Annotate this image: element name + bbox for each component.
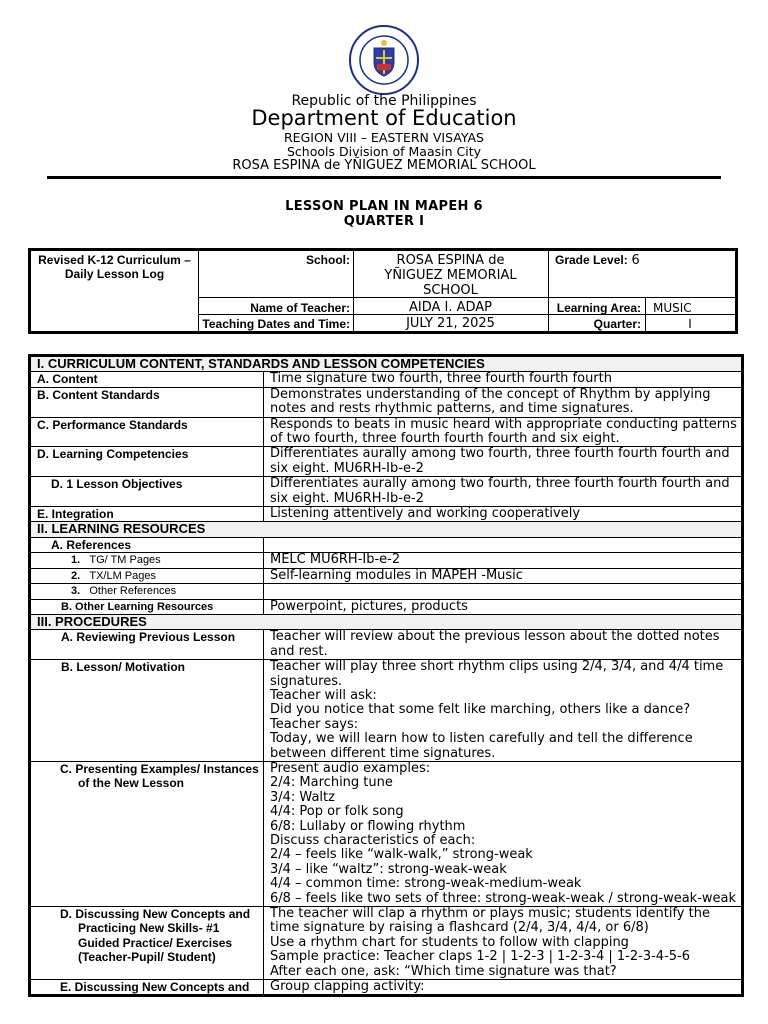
table-row <box>30 447 743 477</box>
daily-lesson-log-info <box>28 248 738 334</box>
other-learning-resources-label: B. Other Learning Resources <box>30 599 264 614</box>
tx-number: 2. <box>71 569 81 582</box>
table-row <box>30 599 743 614</box>
table-row <box>30 614 743 629</box>
references-value <box>264 537 743 552</box>
discussing-new-concepts-2-label: E. Discussing New Concepts and <box>30 980 264 996</box>
quarter-value: I <box>688 317 692 331</box>
table-row <box>30 417 743 447</box>
performance-standards-label: C. Performance Standards <box>30 417 264 447</box>
republic-text: Republic of the Philippines <box>291 93 477 109</box>
table-row <box>30 568 743 583</box>
other-references-label: Other References <box>89 585 177 598</box>
motivation-label: B. Lesson/ Motivation <box>30 660 264 762</box>
table-row <box>30 630 743 660</box>
table-row <box>30 584 743 599</box>
lesson-objectives-value: Differentiates aurally among two fourth, three fourth fourth fourth and six eight. MU6RH-Ib-e-2 <box>264 477 743 507</box>
school-label: School: <box>306 253 350 267</box>
table-row <box>30 537 743 552</box>
quarter-label: Quarter: <box>593 317 641 331</box>
teacher-label: Name of Teacher: <box>250 301 350 315</box>
section-procedures: III. PROCEDURES <box>30 614 743 629</box>
department-title: Department of Education <box>251 106 517 130</box>
table-row <box>30 907 743 980</box>
content-standards-label: B. Content Standards <box>30 387 264 417</box>
table-row <box>30 372 743 387</box>
lesson-objectives-label: D. 1 Lesson Objectives <box>30 477 264 507</box>
learning-area-value: MUSIC <box>653 301 692 315</box>
quarter-title: QUARTER I <box>343 214 425 229</box>
dates-value: JULY 21, 2025 <box>406 316 495 331</box>
table-row <box>30 356 743 372</box>
tg-pages-label: TG/ TM Pages <box>89 554 161 567</box>
table-row <box>30 660 743 762</box>
dates-label: Teaching Dates and Time: <box>202 317 350 331</box>
tx-pages-value: Self-learning modules in MAPEH -Music <box>264 568 743 583</box>
tg-number: 1. <box>71 554 81 567</box>
section-learning-resources: II. LEARNING RESOURCES <box>30 522 743 537</box>
other-references-value <box>264 584 743 599</box>
reviewing-previous-lesson-label: A. Reviewing Previous Lesson <box>30 630 264 660</box>
discussing-new-concepts-1-value: The teacher will clap a rhythm or plays music; students identify the time signature by raising a flashcard (2/4, 3/4, 4/4, or 6/8) Use a rhythm chart for students to follow with clapping Sample practice: Teacher claps 1-2 | 1-2-3 | 1-2-3-4 | 1-2-3-4-5-6 After each one, ask: “Which time signature was that? <box>264 907 743 980</box>
table-row <box>30 477 743 507</box>
tx-pages-label: TX/LM Pages <box>89 569 156 582</box>
integration-value: Listening attentively and working cooperatively <box>264 507 743 522</box>
deped-seal-logo <box>348 24 420 96</box>
table-row <box>30 553 743 568</box>
grade-level-value: 6 <box>631 253 640 268</box>
table-row <box>30 387 743 417</box>
discussing-new-concepts-2-value: Group clapping activity: <box>264 980 743 996</box>
learning-competencies-label: D. Learning Competencies <box>30 447 264 477</box>
presenting-examples-label: C. Presenting Examples/ Instances of the New Lesson <box>30 761 264 906</box>
table-row <box>30 522 743 537</box>
presenting-examples-value: Present audio examples: 2/4: Marching tune 3/4: Waltz 4/4: Pop or folk song 6/8: Lullaby or flowing rhythm Discuss characteristics of each: 2/4 – feels like “walk-walk,” strong-weak 3/4 – like “waltz”: strong-weak-weak 4/4 – common time: strong-weak-medium-weak 6/8 – feels like two sets of three: strong-weak-weak / strong-weak-weak <box>264 761 743 906</box>
division-text: Schools Division of Maasin City <box>287 144 481 159</box>
content-standards-value: Demonstrates understanding of the concept of Rhythm by applying notes and rests rhythmic patterns, and time signatures. <box>264 387 743 417</box>
content-value: Time signature two fourth, three fourth fourth fourth <box>264 372 743 387</box>
table-row <box>30 507 743 522</box>
teacher-value: AIDA I. ADAP <box>408 300 493 315</box>
header-divider <box>47 176 721 179</box>
school-name-header: ROSA ESPINA de YÑIGUEZ MEMORIAL SCHOOL <box>232 158 536 173</box>
reviewing-previous-lesson-value: Teacher will review about the previous lesson about the dotted notes and rest. <box>264 630 743 660</box>
tg-pages-value: MELC MU6RH-Ib-e-2 <box>264 553 743 568</box>
grade-level-label: Grade Level: <box>555 253 628 267</box>
motivation-value: Teacher will play three short rhythm clips using 2/4, 3/4, and 4/4 time signatures. Teacher will ask: Did you notice that some felt like marching, others like a dance? Teacher says: Today, we will learn how to listen carefully and tell the difference between different time signatures. <box>264 660 743 762</box>
table-row <box>30 980 743 996</box>
table-row <box>30 761 743 906</box>
discussing-new-concepts-1-label: D. Discussing New Concepts and Practicing New Skills- #1 Guided Practice/ Exercises (Teacher-Pupil/ Student) <box>30 907 264 980</box>
content-label: A. Content <box>30 372 264 387</box>
region-text: REGION VIII – EASTERN VISAYAS <box>284 130 484 145</box>
lesson-plan-table <box>28 354 744 997</box>
other-references-number: 3. <box>71 585 81 598</box>
lesson-plan-title: LESSON PLAN IN MAPEH 6 <box>285 199 483 214</box>
section-curriculum: I. CURRICULUM CONTENT, STANDARDS AND LESSON COMPETENCIES <box>30 356 743 372</box>
references-label: A. References <box>30 537 264 552</box>
school-value: ROSA ESPINA de YÑIGUEZ MEMORIAL SCHOOL <box>384 253 517 298</box>
performance-standards-value: Responds to beats in music heard with appropriate conducting patterns of two fourth, three fourth fourth fourth and six eight. <box>264 417 743 447</box>
integration-label: E. Integration <box>30 507 264 522</box>
learning-area-label: Learning Area: <box>556 301 641 315</box>
curriculum-label: Revised K-12 Curriculum – Daily Lesson Log <box>38 253 191 281</box>
other-learning-resources-value: Powerpoint, pictures, products <box>264 599 743 614</box>
learning-competencies-value: Differentiates aurally among two fourth, three fourth fourth fourth and six eight. MU6RH-Ib-e-2 <box>264 447 743 477</box>
